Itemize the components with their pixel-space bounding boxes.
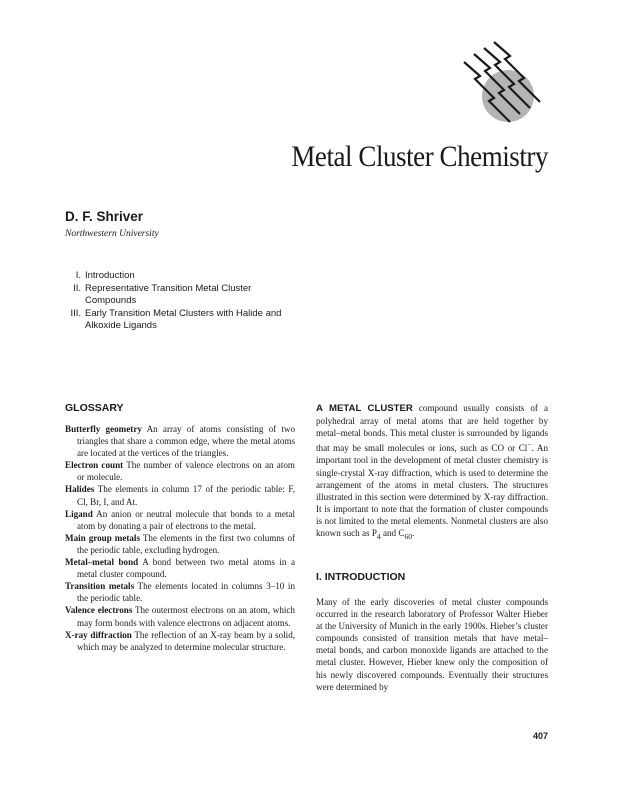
glossary-entry	[65, 580, 295, 604]
glossary-entry	[65, 556, 295, 580]
outline-text: Representative Transition Metal Cluster Compounds	[85, 282, 252, 306]
intro-text: compound usually consists of a polyhedral array of metal atoms that are held together by metal–metal bonds. This metal cluster is surrounded by ligands that may be small molecules or ions, such as CO or Cl	[316, 403, 548, 454]
outline-item	[65, 283, 305, 308]
glossary-entry	[65, 532, 295, 556]
glossary-definition: The elements located in columns 3–10 in the periodic table.	[77, 581, 295, 604]
glossary-term: Valence electrons	[65, 605, 133, 616]
glossary-definition: An array of atoms consisting of two triangles that share a common edge, where the metal atoms are located at the vertices of the triangles.	[77, 424, 295, 459]
glossary-definition: A bond between two metal atoms in a metal cluster compound.	[77, 557, 295, 580]
glossary-definition: An anion or neutral molecule that bonds to a metal atom by donating a pair of electrons to the metal.	[77, 508, 295, 531]
glossary-term: Ligand	[65, 508, 93, 519]
intro-lead: A METAL CLUSTER	[316, 403, 413, 414]
glossary-term: Metal–metal bond	[65, 557, 139, 568]
glossary-entry	[65, 604, 295, 628]
outline-text: Early Transition Metal Clusters with Halide and Alkoxide Ligands	[85, 307, 282, 331]
outline-number: II.	[73, 282, 81, 294]
page-title: Metal Cluster Chemistry	[291, 140, 548, 173]
outline-number: III.	[70, 307, 81, 319]
glossary-entry	[65, 629, 295, 653]
history-paragraph: Many of the early discoveries of metal cluster compounds occurred in the research laboratory of Professor Walter Hieber at the University of Munich in the early 1900s. Hieber’s cluster compounds consisted of transition metals that have metal–metal bonds, and carbon monoxide ligands are attached to the metal cluster. However, Hieber knew only the composition of his newly discovered compounds. Eventually their structures were determined by	[316, 597, 548, 692]
c60-subscript: 60	[404, 531, 413, 541]
glossary-definition: The number of valence electrons on an atom or molecule.	[77, 460, 295, 483]
p4-subscript: 4	[376, 531, 381, 541]
intro-paragraph	[316, 402, 548, 543]
author-name: D. F. Shriver	[65, 209, 144, 224]
lightning-logo-icon	[440, 38, 560, 134]
outline-list	[65, 270, 305, 333]
outline-text: Introduction	[85, 270, 135, 281]
glossary-entry	[65, 459, 295, 483]
glossary-term: Main group metals	[65, 532, 141, 543]
glossary-entry	[65, 483, 295, 507]
glossary-definition: The reflection of an X-ray beam by a solid, which may be analyzed to determine molecular structure.	[77, 629, 296, 652]
intro-text: and C	[380, 527, 405, 538]
glossary-term: Electron count	[65, 460, 124, 471]
intro-text: . An important tool in the development of metal cluster chemistry is single-crystal X-ray diffraction, which is used to determine the arrangement of the atoms in metal clusters. The structures illustrated in this section were determined by X-ray diffraction. It is important to note that the formation of cluster compounds is not limited to the metal elements. Nonmetal clusters are also known such as P	[316, 443, 548, 538]
outline-item	[65, 308, 305, 333]
glossary-definition: The outermost electrons on an atom, which may form bonds with valence electrons on adjacent atoms.	[77, 605, 295, 628]
intro-text: .	[412, 527, 415, 538]
section-heading-introduction: I. INTRODUCTION	[316, 571, 406, 583]
author-affiliation: Northwestern University	[65, 229, 159, 239]
chloride-charge: −	[527, 440, 532, 450]
glossary-term: Transition metals	[65, 581, 135, 592]
glossary-list	[65, 423, 295, 653]
page-number: 407	[532, 731, 548, 741]
glossary-definition: The elements in the first two columns of the periodic table, excluding hydrogen.	[77, 532, 296, 555]
glossary-term: Halides	[65, 484, 95, 495]
outline-item	[65, 270, 305, 283]
glossary-term: X-ray diffraction	[65, 629, 132, 640]
glossary-term: Butterfly geometry	[65, 424, 142, 434]
glossary-definition: The elements in column 17 of the periodic table: F, Cl, Br, I, and At.	[77, 484, 295, 507]
outline-number: I.	[75, 270, 81, 281]
glossary-entry	[65, 423, 295, 459]
glossary-heading: GLOSSARY	[65, 402, 124, 414]
glossary-entry	[65, 508, 295, 532]
